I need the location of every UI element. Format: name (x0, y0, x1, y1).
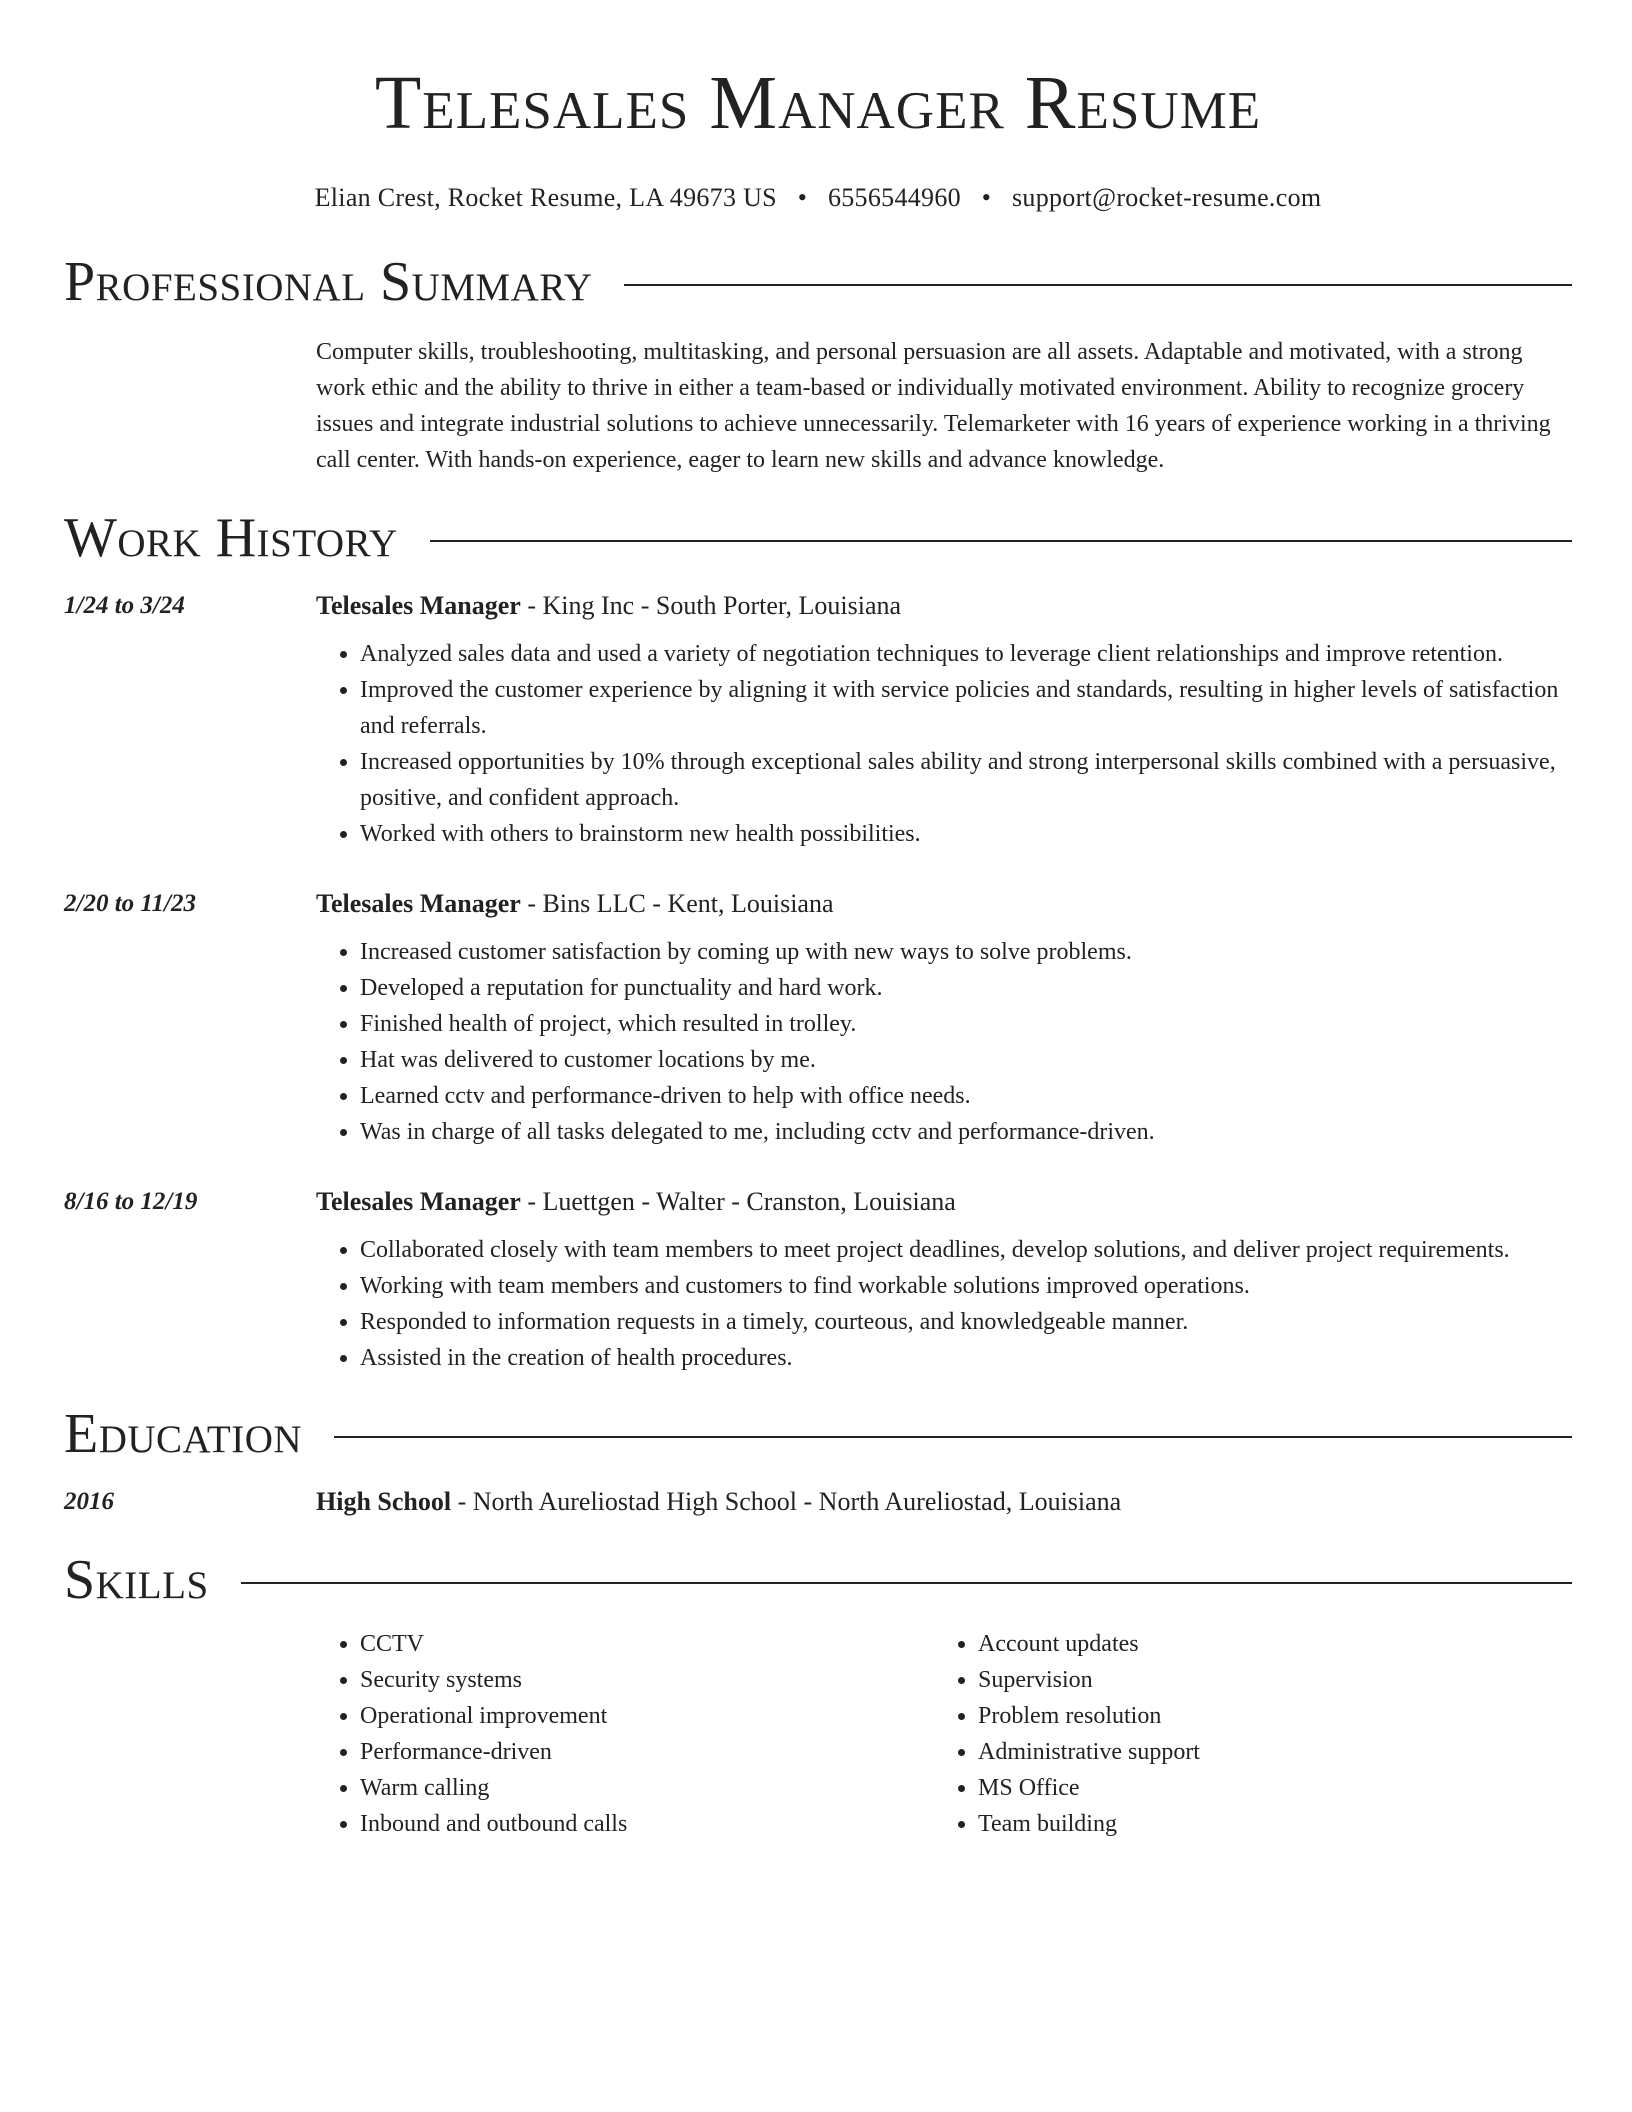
job-bullet: • Developed a reputation for punctuality and hard work. (360, 970, 1572, 1006)
job-role: Telesales Manager (316, 1187, 521, 1216)
skills-column-left (316, 1626, 934, 1842)
education-body (316, 1484, 1572, 1520)
work-section-header (64, 506, 1572, 570)
skills-column-right (934, 1626, 1552, 1842)
summary-text: Computer skills, troubleshooting, multitasking, and personal persuasion are all assets. Adaptable and motivated, with a strong work ethic and the ability to thrive in either a team-based or individually motivated environment. Ability to recognize grocery issues and integrate industrial solutions to achieve unnecessarily. Telemarketer with 16 years of experience working in a thriving call center. With hands-on experience, eager to learn new skills and advance knowledge. (316, 339, 1551, 473)
job-bullet: • Collaborated closely with team members to meet project deadlines, develop solutions, and deliver project requirements. (360, 1232, 1572, 1268)
section-divider (334, 1436, 1572, 1438)
skills-heading: Skills (64, 1549, 209, 1611)
job-dates: 2/20 to 11/23 (64, 890, 196, 917)
skill-item: • Administrative support (978, 1734, 1552, 1770)
job-details: - King Inc - South Porter, Louisiana (520, 591, 902, 620)
skill-item: • Security systems (360, 1662, 934, 1698)
job-bullet: • Working with team members and customers to find workable solutions improved operations. (360, 1268, 1572, 1304)
job-bullet: • Increased opportunities by 10% through exceptional sales ability and strong interpersonal skills combined with a persuasive, positive, and confident approach. (360, 744, 1572, 816)
skill-item: • Inbound and outbound calls (360, 1806, 934, 1842)
job-bullets (316, 934, 1572, 1150)
resume-page (64, 0, 1572, 1842)
section-divider (624, 284, 1572, 286)
work-heading: Work History (64, 507, 398, 569)
job-bullet: • Learned cctv and performance-driven to help with office needs. (360, 1078, 1572, 1114)
job-bullet: • Analyzed sales data and used a variety of negotiation techniques to leverage client relationships and improve retention. (360, 636, 1572, 672)
job-dates: 1/24 to 3/24 (64, 592, 185, 619)
job-bullet: • Improved the customer experience by aligning it with service policies and standards, resulting in higher levels of satisfaction and referrals. (360, 672, 1572, 744)
skill-item: • Warm calling (360, 1770, 934, 1806)
skill-item: • Operational improvement (360, 1698, 934, 1734)
job-bullet: • Increased customer satisfaction by coming up with new ways to solve problems. (360, 934, 1572, 970)
job-bullet: • Finished health of project, which resulted in trolley. (360, 1006, 1572, 1042)
job-bullet: • Responded to information requests in a timely, courteous, and knowledgeable manner. (360, 1304, 1572, 1340)
job-entry (64, 886, 1572, 1150)
section-divider (430, 540, 1572, 542)
education-headline (316, 1484, 1572, 1520)
contact-phone: 6556544960 (827, 183, 961, 212)
education-heading: Education (64, 1403, 303, 1465)
contact-address: Elian Crest, Rocket Resume, LA 49673 US (314, 183, 777, 212)
skills-section-header (64, 1548, 1572, 1612)
contact-email: support@rocket-resume.com (1011, 183, 1322, 212)
job-bullet: • Hat was delivered to customer locations by me. (360, 1042, 1572, 1078)
skill-item: • Team building (978, 1806, 1552, 1842)
education-degree: High School (316, 1487, 452, 1516)
job-bullet: • Assisted in the creation of health procedures. (360, 1340, 1572, 1376)
contact-separator: • (981, 183, 992, 212)
job-headline (316, 886, 1572, 922)
job-entry (64, 588, 1572, 852)
contact-line (64, 182, 1572, 214)
education-entry (64, 1484, 1572, 1520)
skill-item: • Account updates (978, 1626, 1552, 1662)
job-body (316, 588, 1572, 852)
resume-title: Telesales Manager Resume (374, 61, 1262, 145)
job-body (316, 1184, 1572, 1376)
section-divider (241, 1582, 1572, 1584)
skills-list (316, 1626, 1572, 1842)
job-details: - Bins LLC - Kent, Louisiana (520, 889, 834, 918)
job-bullets (316, 636, 1572, 852)
education-year: 2016 (64, 1488, 114, 1515)
job-details: - Luettgen - Walter - Cranston, Louisiana (520, 1187, 956, 1216)
job-role: Telesales Manager (316, 591, 521, 620)
job-headline (316, 1184, 1572, 1220)
job-bullets (316, 1232, 1572, 1376)
skill-item: • Performance-driven (360, 1734, 934, 1770)
skill-item: • CCTV (360, 1626, 934, 1662)
job-dates: 8/16 to 12/19 (64, 1188, 198, 1215)
skill-item: • Supervision (978, 1662, 1552, 1698)
job-bullet: • Was in charge of all tasks delegated to me, including cctv and performance-driven. (360, 1114, 1572, 1150)
job-role: Telesales Manager (316, 889, 521, 918)
education-section-header (64, 1402, 1572, 1466)
job-body (316, 886, 1572, 1150)
job-entry (64, 1184, 1572, 1376)
education-details: - North Aureliostad High School - North Aureliostad, Louisiana (451, 1487, 1122, 1516)
job-headline (316, 588, 1572, 624)
skill-item: • MS Office (978, 1770, 1552, 1806)
summary-section-header (64, 250, 1572, 314)
contact-separator: • (797, 183, 808, 212)
summary-heading: Professional Summary (64, 251, 593, 313)
skill-item: • Problem resolution (978, 1698, 1552, 1734)
job-bullet: • Worked with others to brainstorm new health possibilities. (360, 816, 1572, 852)
